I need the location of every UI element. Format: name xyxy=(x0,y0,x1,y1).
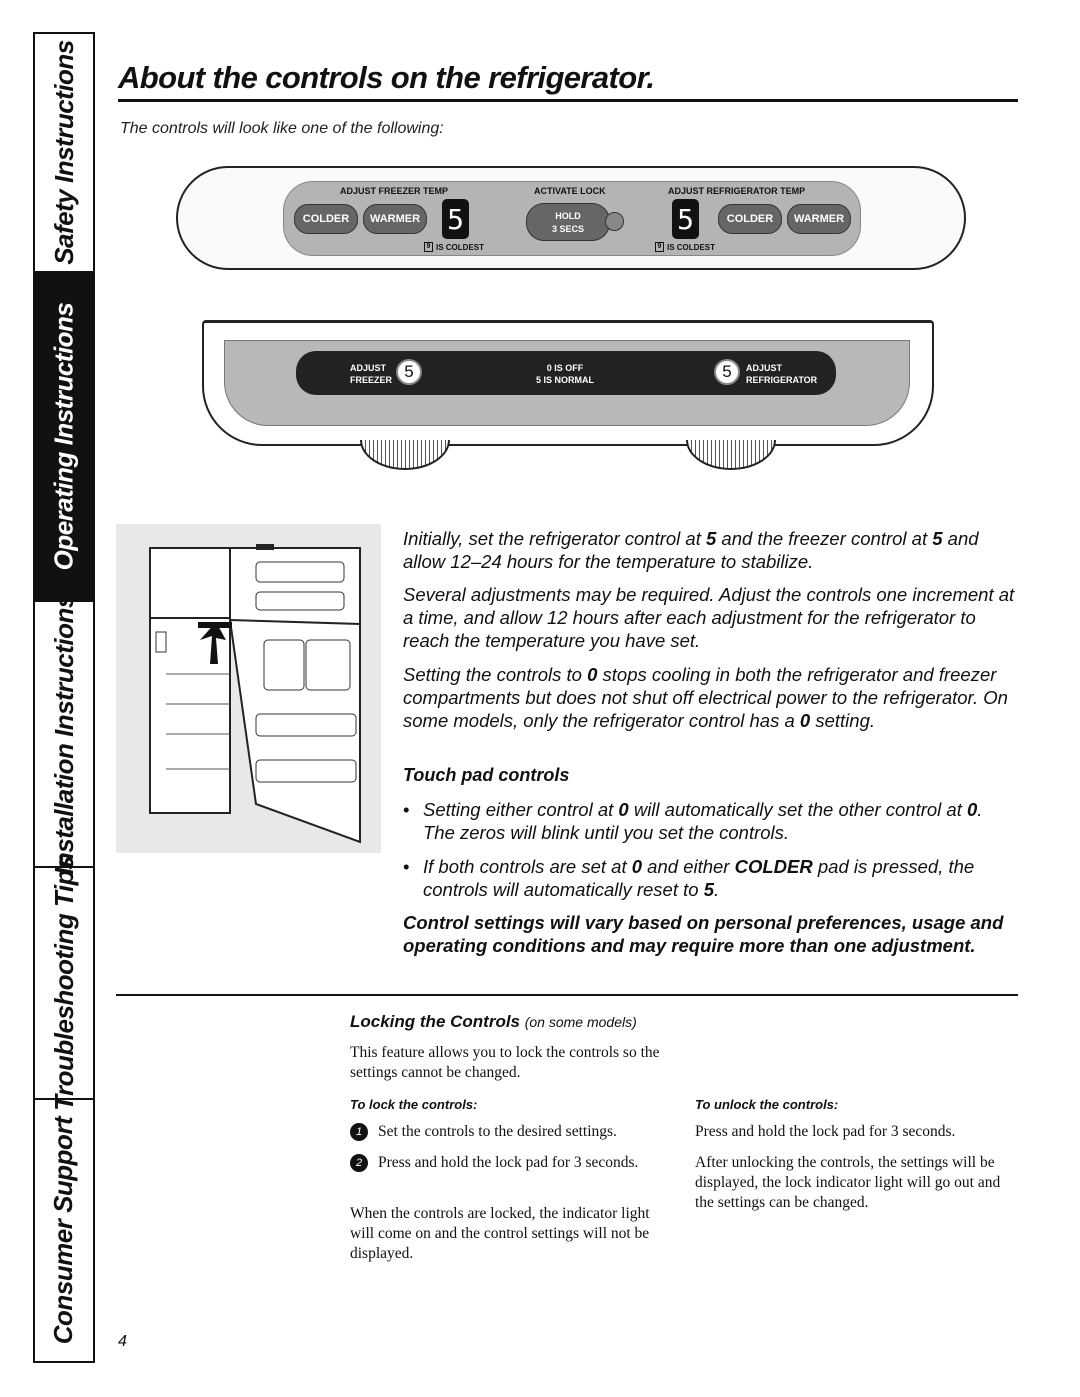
bullet-colder-reset: • If both controls are set at 0 and either COLDER pad is pressed, the controls will automatically reset to 5. xyxy=(403,855,1018,901)
refrigerator-colder-button[interactable]: COLDER xyxy=(718,204,782,234)
locking-description: This feature allows you to lock the controls so the settings cannot be changed. xyxy=(350,1044,660,1081)
tab-troubleshooting-tips[interactable]: Troubleshooting Tips xyxy=(35,866,93,1098)
bullet-zero-sync: • Setting either control at 0 will automatically set the other control at 0. The zeros will blink until you set the controls. xyxy=(403,798,1018,844)
tab-installation-instructions[interactable]: Installation Instructions xyxy=(35,600,93,866)
lock-heading: To lock the controls: xyxy=(350,1097,478,1112)
section-tabs xyxy=(33,32,95,1363)
adjustments-paragraph: Several adjustments may be required. Adjust the controls one increment at a time, and allow 12 hours after each adjustment for the refrigerator to reach the temperature you have set. xyxy=(403,584,1015,651)
freezer-colder-button[interactable]: COLDER xyxy=(294,204,358,234)
locked-indicator-note: When the controls are locked, the indicator light will come on and the control settings will not be displayed. xyxy=(350,1205,650,1262)
adjust-freezer-dial-label: ADJUST FREEZER xyxy=(350,363,393,385)
lock-step-2: 2 Press and hold the lock pad for 3 seconds. xyxy=(350,1153,640,1173)
unlock-heading: To unlock the controls: xyxy=(695,1097,839,1112)
activate-lock-label: ACTIVATE LOCK xyxy=(534,186,606,196)
freezer-dial-setting: 5 xyxy=(396,359,422,385)
locking-controls-heading: Locking the Controls (on some models) xyxy=(350,1012,637,1031)
lock-indicator-light xyxy=(605,212,624,231)
refrigerator-dial-setting: 5 xyxy=(714,359,740,385)
refrigerator-warmer-button[interactable]: WARMER xyxy=(787,204,851,234)
lock-step-1: 1 Set the controls to the desired settings. xyxy=(350,1122,680,1142)
open-refrigerator-drawing xyxy=(116,524,381,853)
step-number-2: 2 xyxy=(350,1154,368,1172)
lock-pad-button[interactable]: HOLD 3 SECS xyxy=(526,203,610,241)
freezer-warmer-button[interactable]: WARMER xyxy=(363,204,427,234)
adjust-freezer-label: ADJUST FREEZER TEMP xyxy=(340,186,449,196)
refrigerator-illustration xyxy=(116,524,381,853)
page-title: About the controls on the refrigerator. xyxy=(118,60,655,95)
adjust-refrigerator-label: ADJUST REFRIGERATOR TEMP xyxy=(668,186,806,196)
freezer-dial-knob[interactable] xyxy=(360,440,450,470)
tab-consumer-support[interactable]: Consumer Support xyxy=(35,1098,93,1361)
refrigerator-dial-knob[interactable] xyxy=(686,440,776,470)
initial-setting-paragraph: Initially, set the refrigerator control at 5 and the freezer control at 5 and allow 12–24 hours for the temperature to stabilize. xyxy=(403,528,979,572)
tab-operating-instructions[interactable]: Operating Instructions xyxy=(35,271,93,600)
tab-safety-instructions[interactable]: Safety Instructions xyxy=(48,40,79,265)
intro-text: The controls will look like one of the following: xyxy=(120,120,444,137)
freezer-coldest-note: 9 IS COLDEST xyxy=(424,242,484,252)
dial-off-normal-label: 0 IS OFF 5 IS NORMAL xyxy=(536,363,595,385)
adjust-refrigerator-dial-label: ADJUST REFRIGERATOR xyxy=(746,363,818,385)
unlock-note: After unlocking the controls, the settings will be displayed, the lock indicator light will go out and the settings can be changed. xyxy=(695,1154,1001,1211)
zero-setting-paragraph: Setting the controls to 0 stops cooling in both the refrigerator and freezer compartments but does not shut off electrical power to the refrigerator. On some models, only the refrigerator control has a 0 setting. xyxy=(403,664,1008,731)
touch-pad-heading: Touch pad controls xyxy=(403,765,570,785)
section-divider xyxy=(116,994,1018,996)
refrigerator-temp-display: 5 xyxy=(672,199,699,239)
freezer-temp-display: 5 xyxy=(442,199,469,239)
step-number-1: 1 xyxy=(350,1123,368,1141)
refrigerator-coldest-note: 9 IS COLDEST xyxy=(655,242,715,252)
unlock-step: Press and hold the lock pad for 3 seconds. xyxy=(695,1123,956,1140)
settings-vary-note: Control settings will vary based on personal preferences, usage and operating conditions and may require more than one adjustment. xyxy=(403,912,1004,956)
page-number: 4 xyxy=(118,1333,127,1350)
title-divider xyxy=(118,99,1018,102)
